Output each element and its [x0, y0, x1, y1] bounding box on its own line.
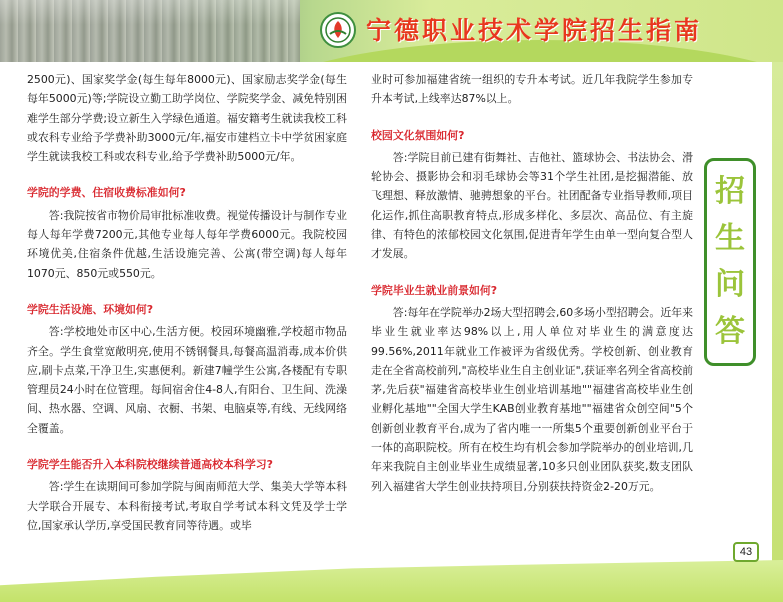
- page-title: 宁德职业技术学院招生指南: [366, 16, 703, 45]
- section-heading-fees: 学院的学费、住宿收费标准如何?: [27, 186, 186, 200]
- side-tab-char: 招: [715, 174, 745, 210]
- section-heading-employment: 学院毕业生就业前景如何?: [371, 283, 498, 297]
- side-tab-char: 生: [715, 220, 745, 256]
- left-column: [27, 70, 347, 535]
- right-decorative-band: [772, 62, 783, 602]
- school-emblem-icon: [320, 12, 356, 48]
- section-answer-upgrade: 答:学生在读期间可参加学院与闽南师范大学、集美大学等本科大学联合开展专、本科衔接考试,考取自学考试本科文凭及学士学位,国家承认学历,享受国民教育同等待遇。或毕: [27, 480, 347, 532]
- section-heading-culture: 校园文化氛围如何?: [371, 128, 465, 142]
- page-number: 43: [733, 542, 759, 562]
- page-header: [0, 0, 783, 62]
- section-answer-facilities: 答:学校地处市区中心,生活方便。校园环境幽雅,学校超市物品齐全。学生食堂宽敞明亮,使用不锈钢餐具,每餐高温消毒,成本价供应,刷卡点菜,干净卫生,实惠便利。新建7幢学生公寓,各楼配有专职管理员24小时在位管理。每间宿舍住4-8人,有阳台、卫生间、洗澡间、热水器、空调、风扇、衣橱、书架、电脑桌等,有线、无线网络全覆盖。: [27, 325, 347, 435]
- footer-decoration: [0, 560, 783, 602]
- section-heading-facilities: 学院生活设施、环境如何?: [27, 302, 154, 316]
- section-answer-fees: 答:我院按省市物价局审批标准收费。视觉传播设计与制作专业每人每年学费7200元,其他专业每人每年学费6000元。我院校园环境优美,住宿条件优越,生活设施完善、公寓(带空调)每人每年1070元、850元或550元。: [27, 208, 347, 280]
- right-column: [371, 70, 693, 496]
- section-answer-culture: 答:学院目前已建有街舞社、吉他社、篮球协会、书法协会、滑轮协会、摄影协会和羽毛球协会等31个学生社团,是挖掘潜能、放飞理想、释放激情、驰骋想象的平台。社团配备专业指导教师,项目化运作,抓住高职教育特点,形成多样化、多层次、高品位、有主旋律、有特色的浓郁校园文化氛围,促进青年学生由单一型向复合型人才发展。: [371, 150, 693, 261]
- campus-photo: [0, 0, 300, 62]
- section-answer-employment: 答:每年在学院举办2场大型招聘会,60多场小型招聘会。近年来毕业生就业率达98%以上,用人单位对毕业生的满意度达99.56%,2011年就业工作被评为省级优秀。学校创新、创业教育走在全省高校前列,"高校毕业生自主创业证",获证率名列全省高校前茅,先后获"福建省高校毕业生创业培训基地""福建省高校毕业生创业孵化基地""全国大学生KAB创业教育基地""福建省众创空间"5个创新创业教育平台,成为了省内唯一一所集5个重要创新创业平台于一体的高职院校。所有在校生均有机会参加学院举办的创业培训,几年来我院自主创业毕业生成绩显著,10多只创业团队获奖,数支团队列入福建省大学生创业扶持项目,分别获扶持资金2-20万元。: [371, 305, 693, 493]
- intro-continued-text: 2500元)、国家奖学金(每生每年8000元)、国家励志奖学金(每生每年5000元)等;学院设立勤工助学岗位、学院奖学金、减免特别困难学生部分学费;设立新生入学绿色通道。福安籍考生就读我校工科或农科专业给予学费补助3000元/年,福安市建档立卡中学贫困家庭学生就读我校工科或农科专业,给予学费补助5000元/年。: [27, 73, 347, 164]
- upgrade-continued-text: 业时可参加福建省统一组织的专升本考试。近几年我院学生参加专升本考试,上线率达87%以上。: [371, 73, 693, 106]
- side-tab-label: [704, 158, 756, 366]
- side-tab-char: 问: [715, 267, 745, 303]
- section-heading-upgrade: 学院学生能否升入本科院校继续普通高校本科学习?: [27, 458, 273, 472]
- side-tab-char: 答: [715, 313, 745, 349]
